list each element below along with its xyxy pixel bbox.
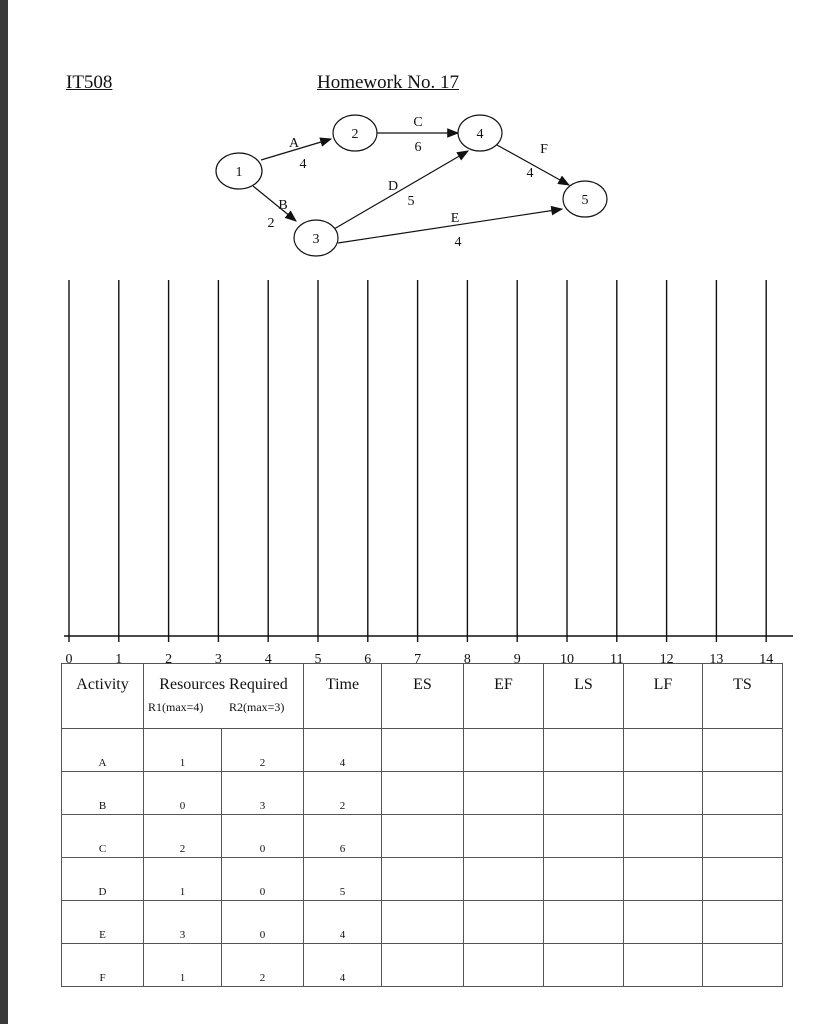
cell-activity: F	[62, 944, 144, 987]
cell-ts[interactable]	[703, 944, 783, 987]
cell-time: 4	[304, 901, 382, 944]
timeline-tick-label: 7	[414, 652, 422, 667]
timeline-tick-label: 3	[214, 652, 222, 667]
page-title: Homework No. 17	[317, 72, 459, 93]
resources-required-label: Resources Required	[159, 676, 288, 693]
cell-activity: D	[62, 858, 144, 901]
col-header-es: ES	[382, 664, 464, 729]
timeline-tick-label: 5	[314, 652, 322, 667]
node-4-label: 4	[476, 127, 484, 142]
cell-es[interactable]	[382, 772, 464, 815]
cell-time: 5	[304, 858, 382, 901]
cell-ls[interactable]	[544, 901, 624, 944]
cell-activity: A	[62, 729, 144, 772]
cell-ts[interactable]	[703, 901, 783, 944]
cell-lf[interactable]	[624, 944, 703, 987]
cell-r2: 0	[222, 901, 304, 944]
table-row	[62, 729, 783, 772]
col-header-r1: R1(max=4)	[148, 700, 204, 714]
table-header-row	[62, 664, 783, 729]
node-3-label: 3	[312, 232, 320, 247]
edge-C-duration: 6	[414, 140, 422, 155]
activity-table	[61, 663, 783, 987]
col-header-ts: TS	[703, 664, 783, 729]
col-header-time: Time	[304, 664, 382, 729]
timeline-tick-label: 9	[513, 652, 521, 667]
cell-lf[interactable]	[624, 772, 703, 815]
cell-es[interactable]	[382, 729, 464, 772]
edge-B-activity: B	[278, 198, 288, 213]
cell-r1: 1	[144, 729, 222, 772]
edge-B-duration: 2	[267, 216, 275, 231]
cell-ts[interactable]	[703, 772, 783, 815]
cell-r2: 0	[222, 858, 304, 901]
cell-time: 2	[304, 772, 382, 815]
cell-r1: 1	[144, 944, 222, 987]
table-row	[62, 858, 783, 901]
node-5-label: 5	[581, 193, 589, 208]
edge-A-activity: A	[288, 136, 300, 151]
cell-time: 6	[304, 815, 382, 858]
cell-activity: E	[62, 901, 144, 944]
cell-ls[interactable]	[544, 729, 624, 772]
cell-lf[interactable]	[624, 729, 703, 772]
edge-D-duration: 5	[407, 194, 415, 209]
timeline-tick-label: 8	[463, 652, 471, 667]
cell-activity: C	[62, 815, 144, 858]
timeline-tick-label: 10	[560, 652, 574, 667]
cell-r2: 2	[222, 729, 304, 772]
cell-es[interactable]	[382, 901, 464, 944]
cell-ef[interactable]	[464, 944, 544, 987]
col-header-lf: LF	[624, 664, 703, 729]
cell-lf[interactable]	[624, 815, 703, 858]
cell-r1: 0	[144, 772, 222, 815]
edge-D-activity: D	[387, 179, 399, 194]
timeline-tick-label: 1	[115, 652, 123, 667]
cell-r1: 1	[144, 858, 222, 901]
cell-ef[interactable]	[464, 772, 544, 815]
cell-r2: 0	[222, 815, 304, 858]
cell-ls[interactable]	[544, 944, 624, 987]
cell-r2: 2	[222, 944, 304, 987]
timeline-tick-label: 12	[659, 652, 674, 667]
cell-ls[interactable]	[544, 772, 624, 815]
cell-ls[interactable]	[544, 858, 624, 901]
timeline-tick-label: 2	[165, 652, 173, 667]
edge-E-activity: E	[450, 211, 460, 226]
timeline-tick-label: 0	[65, 652, 73, 667]
cell-r1: 2	[144, 815, 222, 858]
table-row	[62, 815, 783, 858]
col-header-activity: Activity	[62, 664, 144, 729]
col-header-r2: R2(max=3)	[229, 700, 285, 714]
timeline-tick-label: 14	[759, 652, 774, 667]
cell-time: 4	[304, 944, 382, 987]
cell-ts[interactable]	[703, 858, 783, 901]
edge-C-activity: C	[413, 115, 423, 130]
course-code: IT508	[66, 72, 113, 93]
edge-E-duration: 4	[454, 235, 462, 250]
cell-lf[interactable]	[624, 858, 703, 901]
col-header-ef: EF	[464, 664, 544, 729]
table-row	[62, 901, 783, 944]
cell-activity: B	[62, 772, 144, 815]
cell-ef[interactable]	[464, 901, 544, 944]
timeline-tick-label: 11	[610, 652, 624, 667]
edge-A-duration: 4	[299, 157, 307, 172]
cell-r2: 3	[222, 772, 304, 815]
col-header-ls: LS	[544, 664, 624, 729]
cell-ef[interactable]	[464, 815, 544, 858]
cell-ts[interactable]	[703, 815, 783, 858]
cell-r1: 3	[144, 901, 222, 944]
timeline-tick-label: 4	[264, 652, 272, 667]
cell-es[interactable]	[382, 858, 464, 901]
cell-es[interactable]	[382, 815, 464, 858]
edge-F-activity: F	[540, 142, 548, 157]
cell-ls[interactable]	[544, 815, 624, 858]
timeline-tick-label: 6	[364, 652, 372, 667]
cell-ef[interactable]	[464, 858, 544, 901]
col-header-resources	[144, 664, 304, 729]
table-row	[62, 772, 783, 815]
cell-time: 4	[304, 729, 382, 772]
edge-F-duration: 4	[526, 166, 534, 181]
cell-ef[interactable]	[464, 729, 544, 772]
node-1-label: 1	[235, 165, 243, 180]
cell-lf[interactable]	[624, 901, 703, 944]
cell-es[interactable]	[382, 944, 464, 987]
node-2-label: 2	[351, 127, 359, 142]
cell-ts[interactable]	[703, 729, 783, 772]
timeline-tick-label: 13	[709, 652, 724, 667]
table-row	[62, 944, 783, 987]
